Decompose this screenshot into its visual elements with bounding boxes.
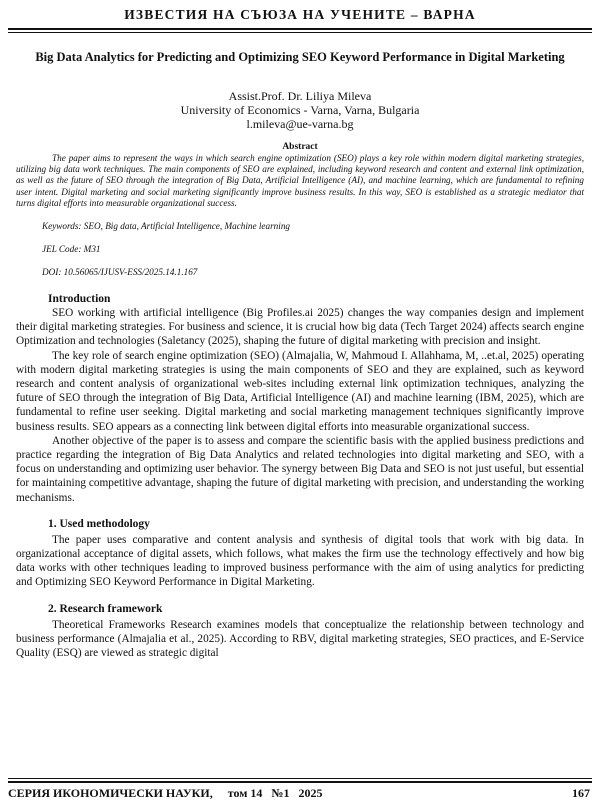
paragraph: SEO working with artificial intelligence (Big Profiles.ai 2025) changes the way companies design and implement their digital marketing strategies. For business and science, it is crucial how big data (Tech Target 2024) affects search engine Optimization and technologies (Saletancy (2025), shaping the future of digital marketing with precision and insight.: [16, 307, 584, 348]
paragraph: The paper uses comparative and content analysis and synthesis of digital tools that work with big data. In organizational acceptance of digital assets, which follows, what makes the firm use the technology effectively and how big data works with other techniques leading to improved business performance with the aim of using analytics for predicting and Optimizing SEO Keyword Performance in Digital Marketing.: [16, 533, 584, 589]
header-rule: [8, 28, 592, 30]
header-rule-thin: [8, 32, 592, 33]
doi: DOI: 10.56065/IJUSV-ESS/2025.14.1.167: [42, 267, 198, 278]
footer-rule: [8, 781, 592, 783]
footer-series: [8, 786, 322, 801]
journal-header: [0, 0, 600, 32]
abstract-text: The paper aims to represent the ways in which search engine optimization (SEO) plays a key role within modern digital marketing strategies, utilizing big data work techniques. The main components of SEO are explained, including keyword research and content and external link optimization, as well as the future of SEO through the integration of Big Data, Artificial Intelligence (AI), and machine learning, which are fundamental to refining user intent. Digital marketing and social marketing significantly improve business results. In this way, SEO is established as a strategic mediator that turns digital efforts into measurable organizational success.: [16, 153, 584, 208]
keywords: Keywords: SEO, Big data, Artificial Intelligence, Machine learning: [42, 221, 291, 232]
section-heading-framework: 2. Research framework: [48, 602, 163, 615]
journal-footer: [0, 778, 600, 800]
paragraph: The key role of search engine optimization (SEO) (Almajalia, W, Mahmoud I. Allahhama, M, ..et.al, 2025) operating with modern digital marketing strategies is using the main components of SEO and they are explained, such as keyword research and content analysis of organizational web-sites including external link optimization techniques, analyzing the future of SEO through the integration of Big Data, Artificial Intelligence (AI) and machine learning (IBM, 2025), which are fundamental to refine user seeking. Digital marketing and social marketing management techniques significantly improve business results. SEO appears as a connecting link between digital efforts into measurable organizational success.: [16, 349, 584, 433]
author-email: l.mileva@ue-varna.bg: [246, 117, 354, 131]
footer-year: 2025: [298, 786, 323, 800]
footer-issue: №1: [271, 786, 290, 800]
footer-series-name: СЕРИЯ ИКОНОМИЧЕСКИ НАУКИ,: [8, 786, 213, 800]
paper-title: Big Data Analytics for Predicting and Optimizing SEO Keyword Performance in Digital Marketing: [35, 50, 565, 64]
paragraph: Theoretical Frameworks Research examines models that conceptualize the relationship between technology and business performance (Almajalia et al., 2025). According to RBV, digital marketing strategies, SEO practices, and E-Service Quality (ESQ) are viewed as strategic digital: [16, 618, 584, 660]
author-name: Assist.Prof. Dr. Liliya Mileva: [228, 89, 372, 103]
abstract-heading: Abstract: [282, 142, 318, 152]
paper-body: [16, 50, 584, 660]
jel-code: JEL Code: M31: [42, 244, 101, 255]
section-heading-methodology: 1. Used methodology: [48, 517, 150, 530]
footer-volume: том 14: [227, 786, 263, 800]
paragraph: Another objective of the paper is to assess and compare the scientific basis with the applied business predictions and practice regarding the integration of Big Data Analytics and related technologies into digital marketing and SEO, with a focus on understanding and optimizing user behavior. The synergy between Big Data and SEO is not just useful, but essential for maintaining competitive advantage, shaping the future of digital marketing with precision, and understanding the working mechanisms.: [16, 434, 584, 504]
footer-rule-thin: [8, 778, 592, 779]
page-number: 167: [572, 786, 590, 800]
journal-title: ИЗВЕСТИЯ НА СЪЮЗА НА УЧЕНИТЕ – ВАРНА: [124, 7, 476, 22]
author-affiliation: University of Economics - Varna, Varna, Bulgaria: [180, 103, 420, 117]
section-heading-introduction: Introduction: [48, 293, 111, 306]
